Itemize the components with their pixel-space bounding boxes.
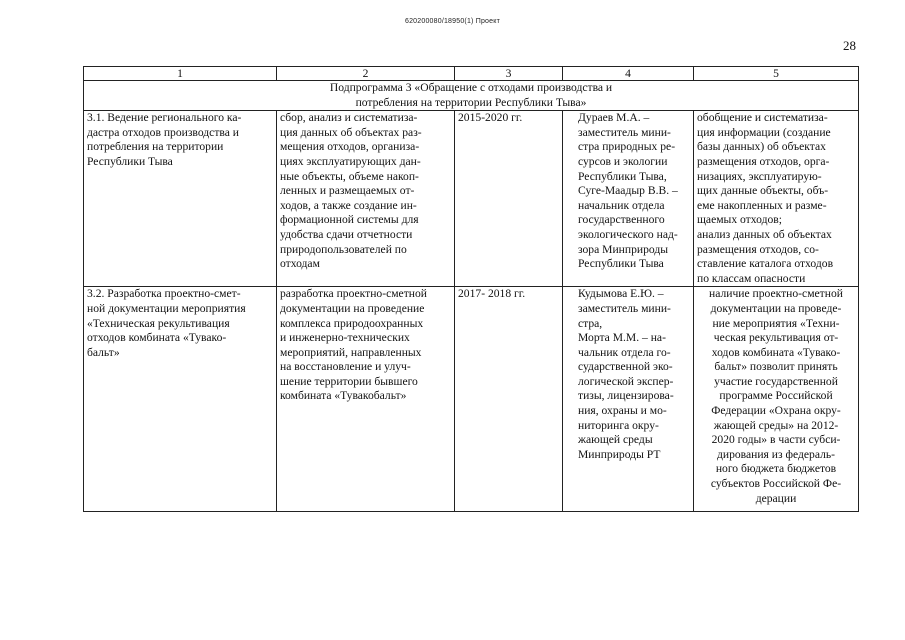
column-number: 2: [277, 67, 455, 81]
measure-period-cell: [455, 287, 563, 512]
measure-name: 3.2. Разработка проектно-смет- ной документации мероприятия «Техническая рекультивация отходов комбината «Тувако- бальт»: [87, 287, 246, 359]
measure-name: 3.1. Ведение регионального ка- дастра отходов производства и потребления на территории Республики Тыва: [87, 111, 242, 168]
measure-content-cell: [277, 111, 455, 287]
measure-name-cell: [84, 287, 277, 512]
responsible-persons: Кудымова Е.Ю. – заместитель мини- стра, Морта М.М. – на- чальник отдела го- сударственной эко- логической экспер- тизы, лицензирова- ния, охраны и мо- ниторинга окру- жающей среды Минприроды РТ: [578, 287, 674, 461]
subprogram-title-row: [84, 81, 859, 111]
table-row: [84, 111, 859, 287]
measure-period-cell: [455, 111, 563, 287]
subprogram-title: Подпрограмма 3 «Обращение с отходами производства и потребления на территории Республики Тыва»: [329, 81, 613, 109]
document-id: 620200080/18950(1) Проект: [404, 18, 500, 25]
measure-content-cell: [277, 287, 455, 512]
measure-content: сбор, анализ и систематиза- ция данных об объектах раз- мещения отходов, организа- циях эксплуатирующих дан- ные объекты, объеме накоп- ленных и размещаемых от- ходов, а также создание ин- формационной системы для удобства сдачи отчетности природопользователей по отходам: [280, 111, 422, 271]
column-number: 5: [694, 67, 859, 81]
column-number: 1: [84, 67, 277, 81]
expected-result: наличие проектно-сметной документации на проведе- ние мероприятия «Техни- ческая рекультивация от- ходов комбината «Тувако- бальт» позволит принять участие государственной программе Российской Федерации «Охрана окру- жающей среды» на 2012- 2020 годы» в части субси- дирования из федераль- ного бюджета бюджетов субъектов Российской Фе- дерации: [709, 287, 843, 505]
measure-name-cell: [84, 111, 277, 287]
table-row: [84, 287, 859, 512]
expected-result-cell: [694, 287, 859, 512]
responsible-cell: [563, 111, 694, 287]
expected-result-cell: [694, 111, 859, 287]
expected-result: обобщение и систематиза- ция информации (создание базы данных) об объектах размещения отходов, орга- низациях, эксплуатирую- щих данные объекты, объ- еме накопленных и разме- щаемых отходов; анализ данных об объектах размещения отходов, со- ставление каталога отходов по классам опасности: [697, 111, 834, 285]
subprogram-table: [83, 66, 859, 512]
column-number: 3: [455, 67, 563, 81]
subprogram-title-cell: [84, 81, 859, 111]
responsible-persons: Дураев М.А. – заместитель мини- стра природных ре- сурсов и экологии Республики Тыва, Суге-Маадыр В.В. – начальник отдела государственного экологического над- зора Минприроды Республики Тыва: [578, 111, 678, 271]
responsible-cell: [563, 287, 694, 512]
measure-period: 2015-2020 гг.: [458, 111, 523, 125]
measure-content: разработка проектно-сметной документации на проведение комплекса природоохранных и инженерно-технических мероприятий, направленных на восстановление и улуч- шение территории бывшего комбината «Тувакобальт»: [280, 287, 427, 403]
page-number: 28: [843, 38, 856, 53]
measure-period: 2017- 2018 гг.: [458, 287, 526, 301]
column-number-row: [84, 67, 859, 81]
column-number: 4: [563, 67, 694, 81]
